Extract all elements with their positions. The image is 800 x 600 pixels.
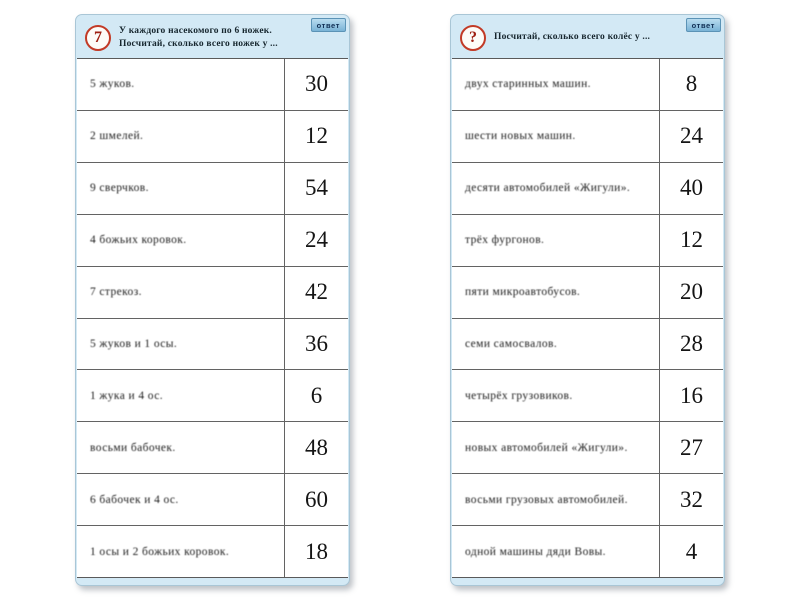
table-row (452, 215, 723, 267)
row-answer-value: 20 (659, 267, 723, 318)
title-line: Посчитай, сколько всего ножек у ... (119, 38, 278, 49)
row-answer-value: 6 (284, 370, 348, 421)
row-label: 5 жуков и 1 осы. (90, 337, 178, 350)
answer-badge-button[interactable]: ответ (686, 18, 721, 32)
answer-badge-button[interactable]: ответ (311, 18, 346, 32)
card-header (76, 15, 349, 58)
worksheet-card (450, 14, 725, 586)
table-row (452, 163, 723, 215)
row-label: семи самосвалов. (465, 337, 558, 350)
table-row (77, 215, 348, 267)
card-header (451, 15, 724, 58)
row-label: десяти автомобилей «Жигули». (465, 182, 631, 195)
table-row (452, 474, 723, 526)
row-answer-value: 24 (659, 111, 723, 162)
row-label: 7 стрекоз. (90, 286, 142, 299)
exercise-number-circle: 7 (85, 25, 111, 51)
table-row (452, 111, 723, 163)
row-label: двух старинных машин. (465, 78, 591, 91)
table-row (77, 319, 348, 371)
table-row (452, 319, 723, 371)
row-answer-value: 12 (284, 111, 348, 162)
row-answer-value: 18 (284, 526, 348, 577)
row-label: шести новых машин. (465, 130, 576, 143)
row-label: пяти микроавтобусов. (465, 286, 581, 299)
row-answer-value: 24 (284, 215, 348, 266)
row-label: 5 жуков. (90, 78, 135, 91)
row-label: восьми грузовых автомобилей. (465, 493, 628, 506)
table-row (77, 267, 348, 319)
row-label: новых автомобилей «Жигули». (465, 441, 628, 454)
table-row (77, 526, 348, 577)
card-title (119, 25, 278, 50)
row-label: 1 жука и 4 ос. (90, 389, 163, 402)
row-answer-value: 8 (659, 59, 723, 110)
row-answer-value: 30 (284, 59, 348, 110)
table-row (77, 111, 348, 163)
row-answer-value: 36 (284, 319, 348, 370)
row-answer-value: 27 (659, 422, 723, 473)
row-label: трёх фургонов. (465, 234, 545, 247)
row-answer-value: 32 (659, 474, 723, 525)
row-label: восьми бабочек. (90, 441, 176, 454)
table-row (452, 370, 723, 422)
row-answer-value: 40 (659, 163, 723, 214)
card-title (494, 31, 650, 43)
title-line: У каждого насекомого по 6 ножек. (119, 26, 273, 37)
answer-table (77, 58, 348, 578)
row-answer-value: 28 (659, 319, 723, 370)
table-row (452, 526, 723, 577)
table-row (77, 59, 348, 111)
row-answer-value: 16 (659, 370, 723, 421)
row-label: 6 бабочек и 4 ос. (90, 493, 179, 506)
row-answer-value: 4 (659, 526, 723, 577)
row-label: 4 божьих коровок. (90, 234, 187, 247)
row-answer-value: 60 (284, 474, 348, 525)
row-answer-value: 54 (284, 163, 348, 214)
row-label: 1 осы и 2 божьих коровок. (90, 545, 230, 558)
table-row (452, 422, 723, 474)
table-row (77, 163, 348, 215)
table-row (77, 422, 348, 474)
row-label: 2 шмелей. (90, 130, 144, 143)
title-line: Посчитай, сколько всего колёс у ... (494, 32, 651, 43)
row-answer-value: 42 (284, 267, 348, 318)
row-label: 9 сверчков. (90, 182, 149, 195)
row-label: четырёх грузовиков. (465, 389, 573, 402)
row-answer-value: 48 (284, 422, 348, 473)
answer-table (452, 58, 723, 578)
worksheet-card (75, 14, 350, 586)
table-row (77, 370, 348, 422)
table-row (452, 267, 723, 319)
table-row (452, 59, 723, 111)
row-label: одной машины дяди Вовы. (465, 545, 606, 558)
row-answer-value: 12 (659, 215, 723, 266)
table-row (77, 474, 348, 526)
exercise-number-circle: ? (460, 25, 486, 51)
